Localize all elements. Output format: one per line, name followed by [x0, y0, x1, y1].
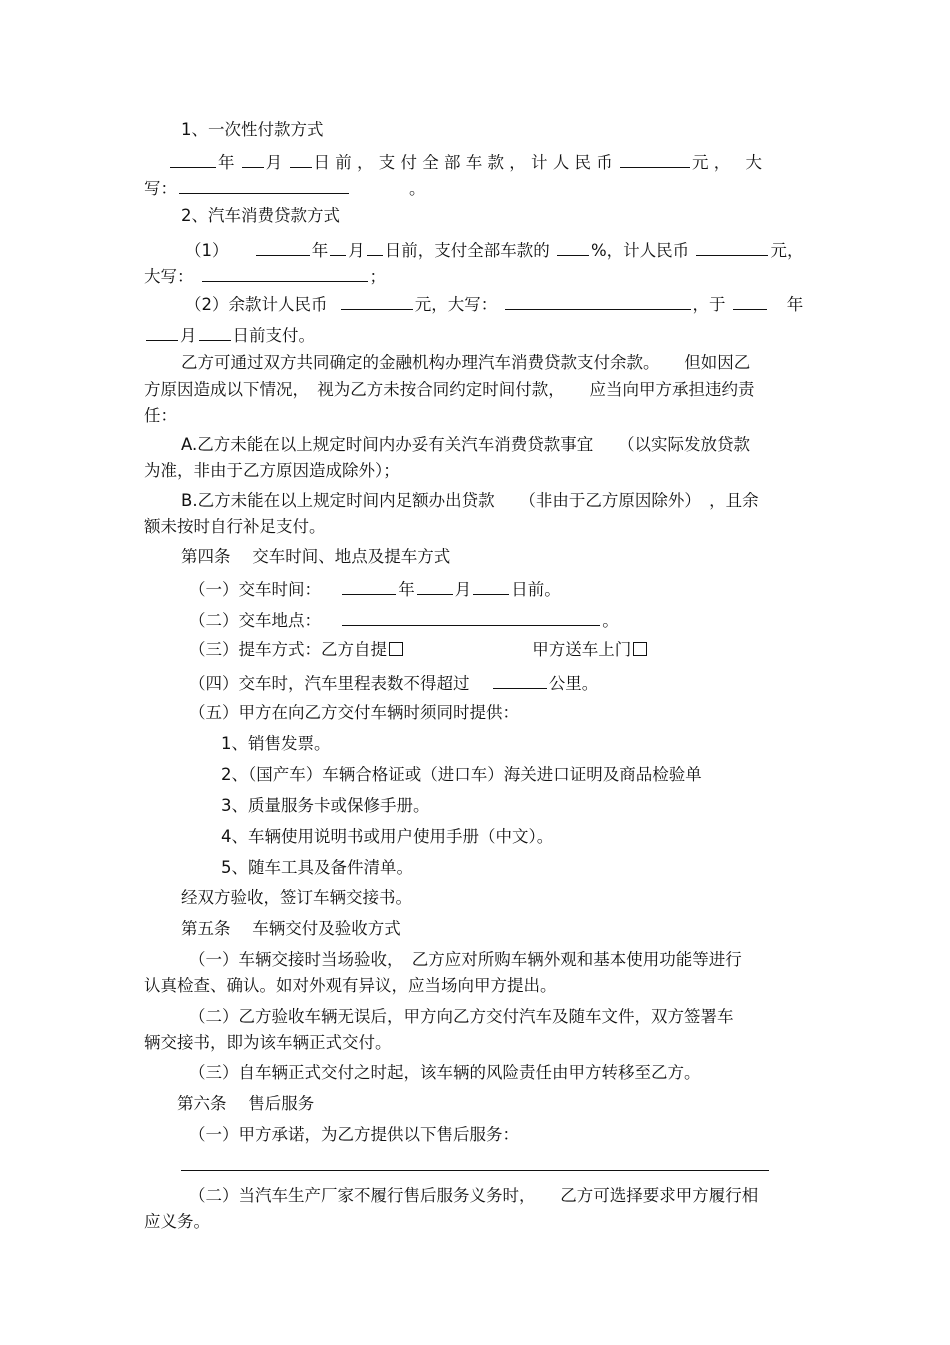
delivery-place-label: （二）交车地点：: [189, 611, 321, 630]
pickup-method-line: [189, 639, 647, 661]
article-6-title: 第六条 售后服务: [177, 1094, 315, 1113]
article-6-item-2-line-1: （二）当汽车生产厂家不履行售后服务义务时， 乙方可选择要求甲方履行相: [189, 1186, 759, 1205]
yu-text: ，于: [692, 295, 726, 314]
remaining-amount-blank[interactable]: [341, 292, 413, 310]
delivery-place-line: [189, 608, 619, 632]
payment-option-1-line: [168, 150, 762, 174]
article-4-title: 第四条 交车时间、地点及提车方式: [181, 547, 451, 566]
document-item: 4、车辆使用说明书或用户使用手册（中文）。: [221, 827, 554, 846]
article-6-item-2-line-2: 应义务。: [144, 1212, 210, 1231]
delivery-time-label: （一）交车时间：: [189, 580, 321, 599]
period: 。: [602, 611, 619, 630]
day-blank[interactable]: [290, 150, 312, 168]
condition-b-line-2: 额未按时自行补足支付。: [144, 517, 326, 536]
article-6-item-1: （一）甲方承诺，为乙方提供以下售后服务：: [189, 1125, 519, 1144]
payment-option-1-heading: 1、一次性付款方式: [181, 120, 324, 139]
day-text: 日前。: [511, 580, 561, 599]
year-blank[interactable]: [733, 292, 767, 310]
item-num: （1）: [185, 241, 229, 260]
condition-a-line-2: 为准，非由于乙方原因造成除外）；: [144, 461, 400, 480]
pay-all-text: 支 付 全 部 车 款 ，: [378, 153, 526, 172]
yuan-text: 元，大写：: [414, 295, 498, 314]
year-text: 年: [786, 295, 804, 314]
semicolon: ；: [369, 267, 386, 286]
article-5-item-2-line-1: （二）乙方验收车辆无误后，甲方向乙方交付汽车及随车文件，双方签署车: [189, 1007, 734, 1026]
document-item: 2、（国产车）车辆合格证或（进口车）海关进口证明及商品检验单: [221, 765, 702, 784]
percent-blank[interactable]: [557, 238, 589, 256]
year-blank[interactable]: [170, 150, 216, 168]
yuan-text: 元，: [770, 241, 804, 260]
year-text: 年: [311, 241, 329, 260]
delivery-home-checkbox[interactable]: [633, 642, 647, 656]
amount-blank[interactable]: [620, 150, 690, 168]
loan-item-1-capital: [144, 264, 386, 288]
document-item: 1、销售发票。: [221, 734, 331, 753]
pickup-self-checkbox[interactable]: [389, 642, 403, 656]
year-text: 年: [218, 153, 235, 172]
amount-blank[interactable]: [696, 238, 768, 256]
article-5-item-1-line-2: 认真检查、确认。如对外观有异议，应当场向甲方提出。: [144, 976, 557, 995]
payment-option-1-capital: [144, 176, 426, 200]
mileage-line: [189, 671, 598, 695]
remaining-label: （2）余款计人民币: [185, 295, 328, 314]
capital-label: 写：: [144, 179, 177, 198]
loan-item-2-line: [185, 292, 803, 316]
loan-item-1-line: [185, 238, 803, 262]
percent-text: %，计人民币: [591, 241, 690, 260]
mileage-label: （四）交车时，汽车里程表数不得超过: [189, 674, 470, 693]
day-text: 日前支付。: [232, 326, 315, 345]
capital-amount-blank[interactable]: [202, 264, 368, 282]
year-blank[interactable]: [342, 577, 396, 595]
day-blank[interactable]: [473, 577, 509, 595]
condition-a-line-1: A.乙方未能在以上规定时间内办妥有关汽车消费贷款事宜 （以实际发放贷款: [181, 435, 750, 454]
month-text: 月: [348, 241, 365, 260]
documents-heading: （五）甲方在向乙方交付车辆时须同时提供：: [189, 703, 519, 722]
after-sales-service-blank[interactable]: [181, 1170, 769, 1171]
rmb-text: 计 人 民 币: [530, 153, 613, 172]
day-blank[interactable]: [199, 323, 231, 341]
delivery-place-blank[interactable]: [342, 608, 600, 626]
da-text: 大: [745, 153, 762, 172]
month-blank[interactable]: [146, 323, 178, 341]
month-text: 月: [265, 153, 283, 172]
pickup-self-label: （三）提车方式：乙方自提: [189, 640, 387, 659]
loan-item-2-date: [144, 323, 315, 347]
document-item: 3、质量服务卡或保修手册。: [221, 796, 430, 815]
year-text: 年: [398, 580, 415, 599]
article-5-title: 第五条 车辆交付及验收方式: [181, 919, 401, 938]
loan-paragraph-line-3: 任：: [144, 406, 177, 425]
article-5-item-2-line-2: 辆交接书，即为该车辆正式交付。: [144, 1033, 392, 1052]
capital-label: 大写：: [144, 267, 194, 286]
delivery-time-line: [189, 577, 561, 601]
mileage-unit: 公里。: [548, 674, 599, 693]
document-item: 5、随车工具及备件清单。: [221, 858, 413, 877]
period: 。: [409, 179, 426, 198]
month-blank[interactable]: [242, 150, 264, 168]
article-5-item-3: （三）自车辆正式交付之时起，该车辆的风险责任由甲方转移至乙方。: [189, 1063, 701, 1082]
mileage-blank[interactable]: [493, 671, 547, 689]
month-text: 月: [180, 326, 197, 345]
condition-b-line-1: B.乙方未能在以上规定时间内足额办出贷款 （非由于乙方原因除外） ，且余: [181, 491, 759, 510]
payment-option-2-heading: 2、汽车消费贷款方式: [181, 206, 340, 225]
capital-amount-blank[interactable]: [179, 176, 349, 194]
acceptance-note: 经双方验收，签订车辆交接书。: [181, 888, 412, 907]
capital-amount-blank[interactable]: [505, 292, 691, 310]
month-blank[interactable]: [417, 577, 453, 595]
loan-paragraph-line-1: 乙方可通过双方共同确定的金融机构办理汽车消费贷款支付余款。 但如因乙: [181, 353, 751, 372]
year-blank[interactable]: [256, 238, 310, 256]
delivery-home-label: 甲方送车上门: [532, 640, 632, 659]
loan-paragraph-line-2: 方原因造成以下情况， 视为乙方未按合同约定时间付款， 应当向甲方承担违约责: [144, 380, 755, 399]
day-text: 日 前 ，: [313, 153, 374, 172]
yuan-text: 元 ，: [691, 153, 731, 172]
article-5-item-1-line-1: （一）车辆交接时当场验收， 乙方应对所购车辆外观和基本使用功能等进行: [189, 950, 742, 969]
month-text: 月: [454, 580, 472, 599]
day-blank[interactable]: [367, 238, 383, 256]
month-blank[interactable]: [330, 238, 346, 256]
day-text: 日前，支付全部车款的: [384, 241, 550, 260]
